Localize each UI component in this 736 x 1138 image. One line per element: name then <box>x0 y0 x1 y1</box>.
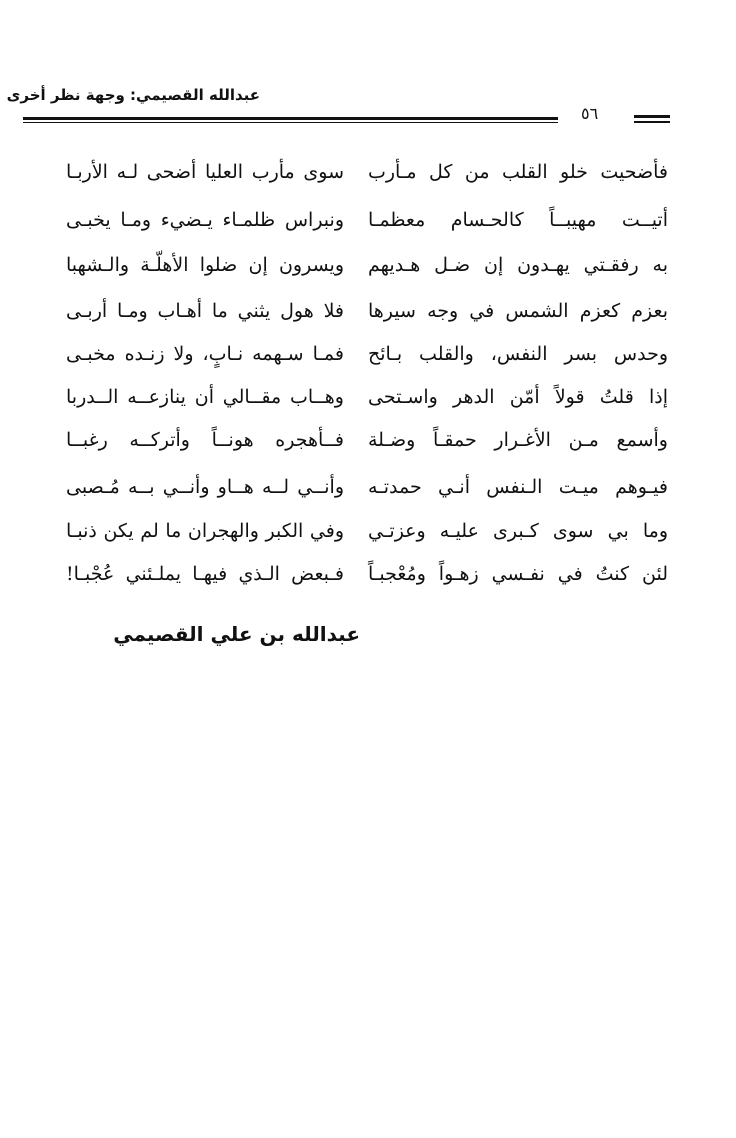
page-number-rule-thick <box>634 115 670 118</box>
verse-9-first-hemistich: وما بي سوى كـبرى عليـه وعزتـي <box>368 520 668 542</box>
page-number: ٥٦ <box>581 104 599 123</box>
verse-3-second-hemistich: ويسرون إن ضلوا الأهلّـة والـشهبا <box>66 254 344 276</box>
verse-10-first-hemistich: لئن كنتُ في نفـسي زهـواً ومُعْجبـاً <box>368 563 668 585</box>
running-title: عبدالله القصيمي: وجهة نظر أخرى <box>6 86 260 104</box>
verse-5-first-hemistich: وحدس بسر النفس، والقلب بـائح <box>368 343 668 365</box>
verse-8-second-hemistich: وأنــي لــه هــاو وأنــي بــه مُـصبى <box>66 476 344 498</box>
poem-signature: عبدالله بن علي القصيمي <box>113 622 360 646</box>
verse-2-second-hemistich: ونبراس ظلمـاء يـضيء ومـا يخبـى <box>66 209 344 231</box>
verse-6-second-hemistich: وهــاب مقــالي أن ينازعــه الــدربا <box>66 386 344 408</box>
verse-10-second-hemistich: فـبعض الـذي فيهـا يملـئني عُجْبـا! <box>66 563 344 585</box>
verse-5-second-hemistich: فمـا سـهمه نـابٍ، ولا زنـده مخبـى <box>66 343 344 365</box>
verse-1-first-hemistich: فأضحيت خلو القلب من كل مـأرب <box>368 161 668 183</box>
verse-7-second-hemistich: فــأهجره هونــاً وأتركــه رغبــا <box>66 429 344 451</box>
verse-4-first-hemistich: بعزم كعزم الشمس في وجه سيرها <box>368 300 668 322</box>
verse-4-second-hemistich: فلا هول يثني ما أهـاب ومـا أربـى <box>66 300 344 322</box>
header-rule-thin <box>23 122 558 123</box>
verse-2-first-hemistich: أتيــت مهيبــاً كالحـسام معظمـا <box>368 209 668 231</box>
verse-8-first-hemistich: فيـوهم ميـت الـنفس أنـي حمدتـه <box>368 476 668 498</box>
verse-9-second-hemistich: وفي الكبر والهجران ما لم يكن ذنبـا <box>66 520 344 542</box>
verse-7-first-hemistich: وأسمع مـن الأغـرار حمقـاً وضـلة <box>368 429 668 451</box>
verse-1-second-hemistich: سوى مأرب العليا أضحى لـه الأربـا <box>66 161 344 183</box>
page-number-rule-thin <box>634 121 670 123</box>
verse-6-first-hemistich: إذا قلتُ قولاً أمّن الدهر واسـتحى <box>368 386 668 408</box>
verse-3-first-hemistich: به رفقـتي يهـدون إن ضـل هـديهم <box>368 254 668 276</box>
header-rule-thick <box>23 117 558 120</box>
